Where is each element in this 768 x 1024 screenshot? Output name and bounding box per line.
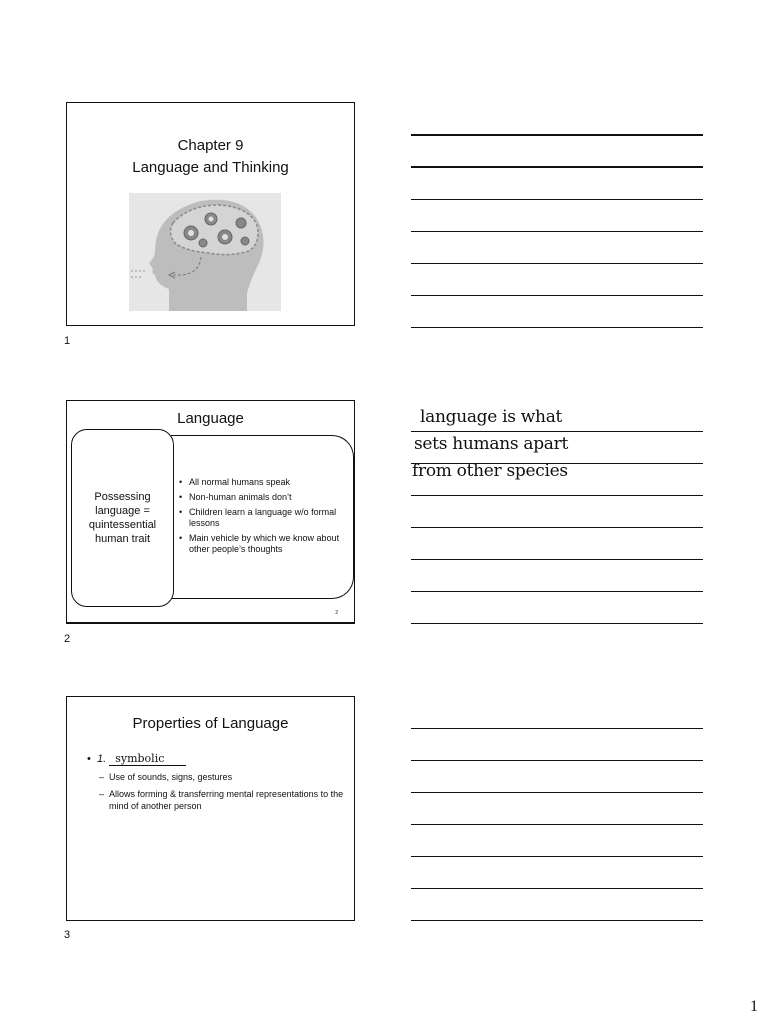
slide-1-title-line2: Language and Thinking [132, 159, 289, 176]
note-line [411, 856, 703, 857]
note-line [411, 591, 703, 592]
handwritten-note-line3: from other species [412, 461, 568, 481]
slide-2-footer-number: 2 [335, 610, 338, 616]
bullet-item: • Non-human animals don’t [179, 492, 351, 503]
subpoint: – Use of sounds, signs, gestures [99, 772, 233, 782]
slide-2-number: 2 [64, 633, 71, 645]
note-line [411, 231, 703, 232]
note-line [411, 920, 703, 921]
note-line [411, 134, 703, 136]
key-idea-box [71, 429, 174, 607]
handwritten-note-line1: language is what [420, 407, 563, 427]
note-line [411, 431, 703, 432]
bullet-item: • Children learn a language w/o formal lessons [179, 507, 351, 529]
head-gears-image [129, 193, 281, 311]
note-line [411, 527, 703, 528]
slide-3-title: Properties of Language [132, 715, 289, 732]
note-line [411, 623, 703, 624]
slide-1-title [67, 135, 354, 179]
slide-1-number: 1 [64, 335, 71, 347]
note-line [411, 295, 703, 296]
slide-1-title-line1: Chapter 9 [177, 137, 244, 154]
bullet-item: • Main vehicle by which we know about other people’s thoughts [179, 533, 351, 555]
key-idea-text: Possessing language = quintessential human trait [88, 491, 157, 545]
page-number: 1 [750, 998, 758, 1015]
slide-2 [66, 400, 355, 624]
note-line [411, 559, 703, 560]
slide-2-bullets [179, 477, 351, 559]
note-line [411, 888, 703, 889]
handwritten-note-line2: sets humans apart [414, 434, 568, 454]
fill-in-answer: symbolic [109, 752, 186, 766]
note-line [411, 760, 703, 761]
note-line [411, 824, 703, 825]
note-line [411, 327, 703, 328]
slide-3-number: 3 [64, 929, 71, 941]
note-line [411, 263, 703, 264]
note-line [411, 495, 703, 496]
subpoint: – Allows forming & transferring mental representations to the mind of another person [99, 789, 344, 811]
bullet-item: • All normal humans speak [179, 477, 351, 488]
slide-2-title: Language [177, 410, 244, 427]
note-line [411, 166, 703, 168]
note-line [411, 199, 703, 200]
slide-3 [66, 696, 355, 921]
slide-1 [66, 102, 355, 326]
note-line [411, 792, 703, 793]
note-line [411, 728, 703, 729]
slide-3-bullet: • 1. symbolic [87, 752, 186, 765]
bullet-number: 1. [96, 753, 107, 765]
